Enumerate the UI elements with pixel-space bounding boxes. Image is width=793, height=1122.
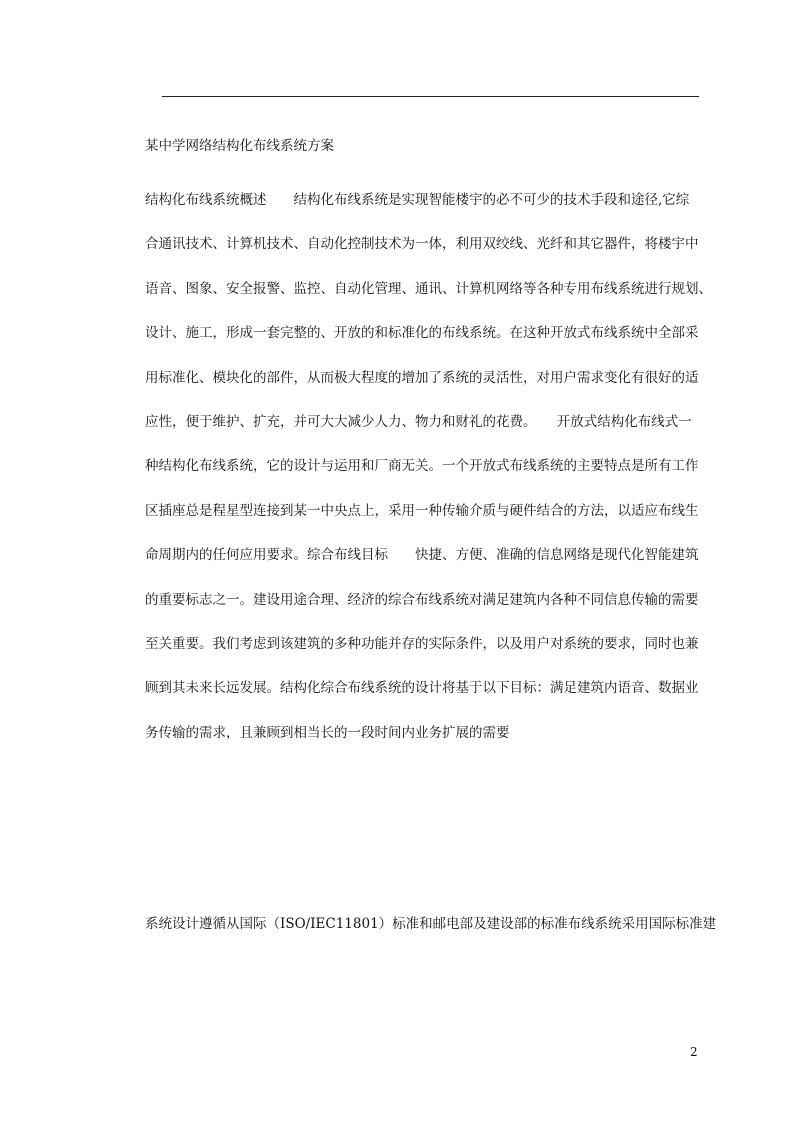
text-line: 设计、施工，形成一套完整的、开放的和标准化的布线系统。在这种开放式布线系统中全部采 (145, 325, 699, 342)
text-line: 务传输的需求，且兼顾到相当长的一段时间内业务扩展的需要 (145, 724, 510, 741)
text-line: 合通讯技术、计算机技术、自动化控制技术为一体，利用双绞线、光纤和其它器件，将楼宇中 (145, 236, 699, 253)
text-line: 顾到其未来长远发展。结构化综合布线系统的设计将基于以下目标：满足建筑内语音、数据业 (145, 680, 699, 697)
page-number: 2 (690, 1045, 698, 1059)
text-line: 结构化布线系统概述 结构化布线系统是实现智能楼宇的必不可少的技术手段和途径,它综 (145, 192, 690, 208)
text-line: 区插座总是程星型连接到某一中央点上，采用一种传输介质与硬件结合的方法，以适应布线生 (145, 502, 699, 519)
text-line: 用标准化、模块化的部件，从而极大程度的增加了系统的灵活性，对用户需求变化有很好的适 (145, 369, 699, 386)
text-line: 应性，便于维护、扩充，并可大大减少人力、物力和财礼的花费。 开放式结构化布线式一 (145, 413, 692, 430)
body-text (145, 190, 716, 767)
text-line: 至关重要。我们考虑到该建筑的多种功能并存的实际条件，以及用户对系统的要求，同时也兼 (145, 635, 699, 652)
text-line: 语音、图象、安全报警、监控、自动化管理、通讯、计算机网络等各种专用布线系统进行规划、 (145, 280, 712, 297)
paragraph-start-line: 系统设计遵循从国际（ISO/IEC11801）标准和邮电部及建设部的标准布线系统采用国际标准建 (145, 916, 716, 932)
text-line: 命周期内的任何应用要求。综合布线目标 快捷、方便、准确的信息网络是现代化智能建筑 (145, 547, 699, 564)
text-line: 种结构化布线系统，它的设计与运用和厂商无关。一个开放式布线系统的主要特点是所有工作 (145, 458, 699, 475)
document-title: 某中学网络结构化布线系统方案 (145, 138, 334, 154)
header-rule (162, 96, 699, 97)
text-line: 的重要标志之一。建设用途合理、经济的综合布线系统对满足建筑内各种不同信息传输的需要 (145, 591, 699, 608)
